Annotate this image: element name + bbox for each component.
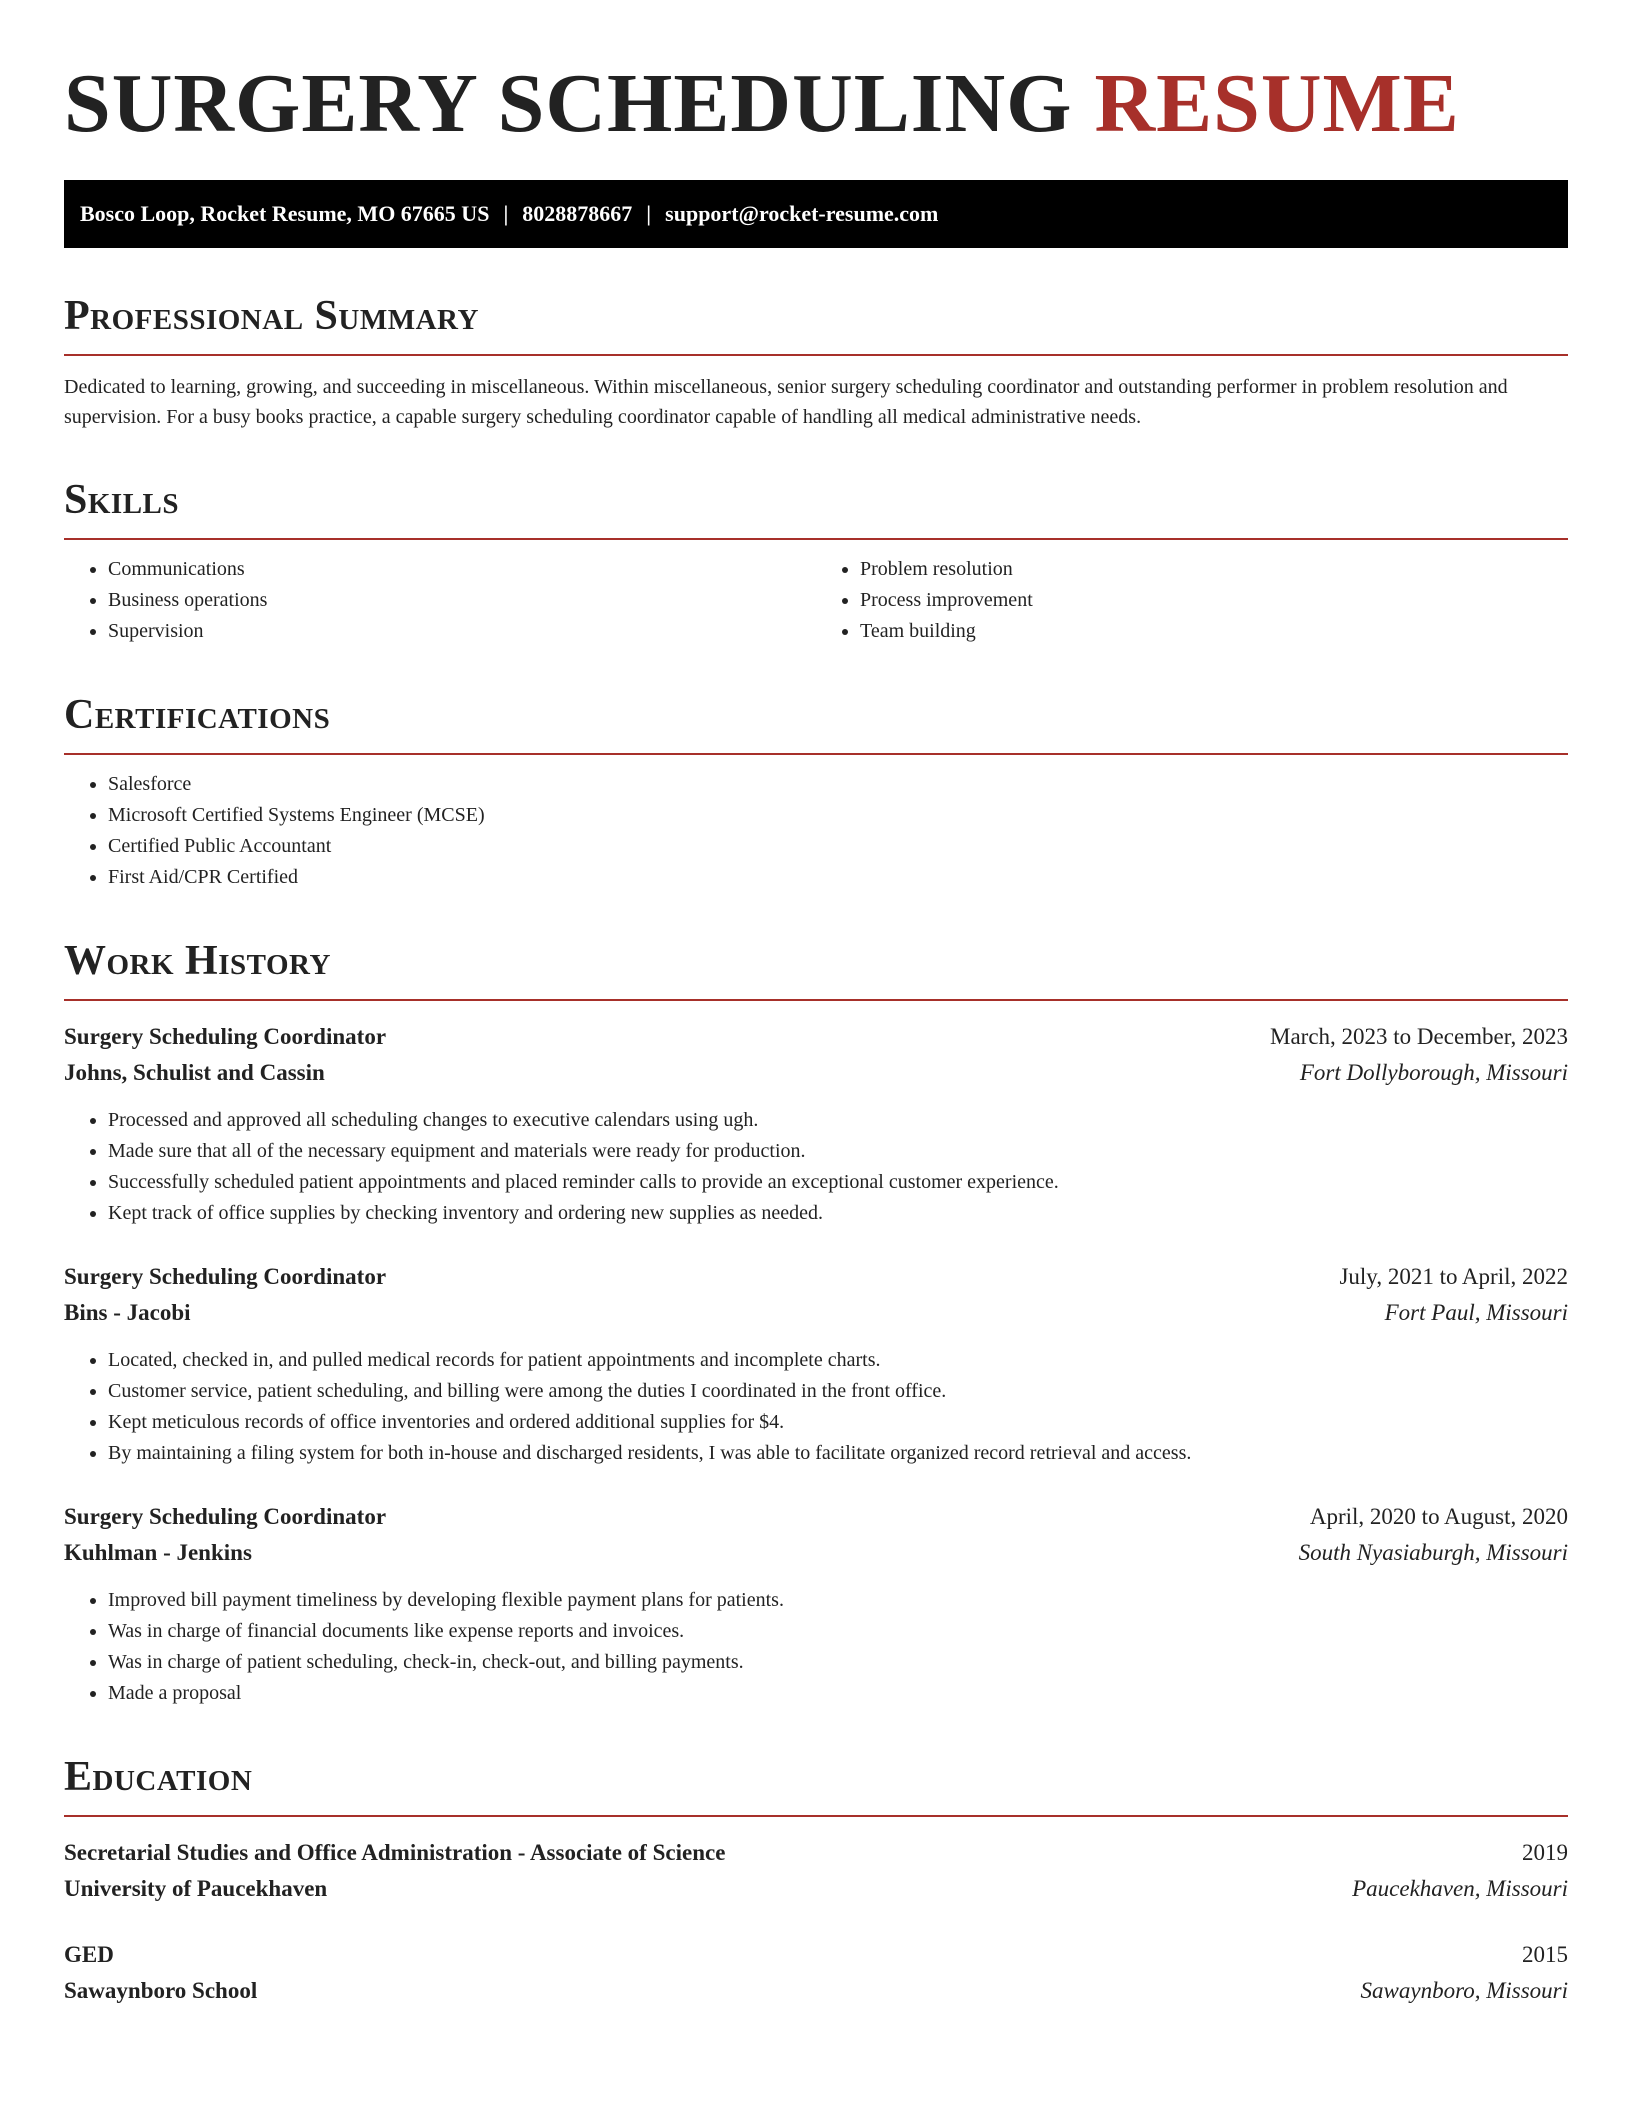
certifications-section xyxy=(64,689,1568,893)
job-duties xyxy=(64,1585,1568,1709)
education-entry xyxy=(64,1937,1568,2009)
job-duty-item: • Kept track of office supplies by checking inventory and ordering new supplies as needed. xyxy=(108,1198,1568,1229)
certifications-list xyxy=(64,769,1568,893)
education-location: Paucekhaven, Missouri xyxy=(1352,1876,1568,1901)
work-history-section xyxy=(64,935,1568,1709)
skills-section xyxy=(64,474,1568,647)
job-duty-item: • Made sure that all of the necessary equipment and materials were ready for production. xyxy=(108,1136,1568,1167)
education-year: 2015 xyxy=(1522,1942,1568,1967)
contact-phone: 8028878667 xyxy=(522,201,633,226)
job-duty-item: • Located, checked in, and pulled medical records for patient appointments and incomplete charts. xyxy=(108,1345,1568,1376)
job-duty-item: • Customer service, patient scheduling, and billing were among the duties I coordinated in the front office. xyxy=(108,1376,1568,1407)
job-entry xyxy=(64,1259,1568,1469)
resume-title xyxy=(64,56,1568,152)
certification-item: • Salesforce xyxy=(108,769,1568,800)
contact-address: Bosco Loop, Rocket Resume, MO 67665 US xyxy=(80,201,490,226)
summary-text: Dedicated to learning, growing, and succeeding in miscellaneous. Within miscellaneous, senior surgery scheduling coordinator and outstanding performer in problem resolution and supervision. For a busy books practice, a capable surgery scheduling coordinator capable of handling all medical administrative needs. xyxy=(64,376,1508,428)
education-section xyxy=(64,1751,1568,2009)
title-main: SURGERY SCHEDULING xyxy=(64,57,1073,150)
title-accent: RESUME xyxy=(1094,57,1460,150)
education-entry xyxy=(64,1835,1568,1907)
education-heading: Education xyxy=(64,1751,1568,1817)
job-location: Fort Dollyborough, Missouri xyxy=(1299,1060,1568,1085)
certification-item: • Microsoft Certified Systems Engineer (MCSE) xyxy=(108,800,1568,831)
contact-bar xyxy=(64,180,1568,248)
education-school: University of Paucekhaven xyxy=(64,1876,328,1901)
education-year: 2019 xyxy=(1522,1840,1568,1865)
job-company: Kuhlman - Jenkins xyxy=(64,1540,252,1565)
contact-email: support@rocket-resume.com xyxy=(665,201,939,226)
education-location: Sawaynboro, Missouri xyxy=(1360,1978,1568,2003)
job-duties xyxy=(64,1105,1568,1229)
job-duty-item: • Improved bill payment timeliness by developing flexible payment plans for patients. xyxy=(108,1585,1568,1616)
skill-item: • Problem resolution xyxy=(860,554,1568,585)
job-company: Johns, Schulist and Cassin xyxy=(64,1060,325,1085)
skill-item: • Team building xyxy=(860,616,1568,647)
skill-item: • Business operations xyxy=(108,585,816,616)
resume-page xyxy=(64,0,1568,2009)
skills-grid xyxy=(64,554,1568,647)
certification-item: • First Aid/CPR Certified xyxy=(108,862,1568,893)
contact-separator: | xyxy=(646,201,652,226)
job-company: Bins - Jacobi xyxy=(64,1300,191,1325)
summary-heading: Professional Summary xyxy=(64,290,1568,356)
job-title: Surgery Scheduling Coordinator xyxy=(64,1024,387,1049)
job-duty-item: • By maintaining a filing system for both in-house and discharged residents, I was able to facilitate organized record retrieval and access. xyxy=(108,1438,1568,1469)
job-duty-item: • Kept meticulous records of office inventories and ordered additional supplies for $4. xyxy=(108,1407,1568,1438)
job-duties xyxy=(64,1345,1568,1469)
job-duty-item: • Processed and approved all scheduling changes to executive calendars using ugh. xyxy=(108,1105,1568,1136)
job-duty-item: • Successfully scheduled patient appointments and placed reminder calls to provide an exceptional customer experience. xyxy=(108,1167,1568,1198)
skills-heading: Skills xyxy=(64,474,1568,540)
job-duty-item: • Was in charge of patient scheduling, check-in, check-out, and billing payments. xyxy=(108,1647,1568,1678)
job-title: Surgery Scheduling Coordinator xyxy=(64,1504,387,1529)
skills-list-left xyxy=(64,554,816,647)
summary-section xyxy=(64,290,1568,432)
education-degree: GED xyxy=(64,1942,114,1967)
education-school: Sawaynboro School xyxy=(64,1978,258,2003)
job-location: South Nyasiaburgh, Missouri xyxy=(1298,1540,1568,1565)
job-title: Surgery Scheduling Coordinator xyxy=(64,1264,387,1289)
job-entry xyxy=(64,1499,1568,1709)
contact-separator: | xyxy=(503,201,509,226)
job-dates: July, 2021 to April, 2022 xyxy=(1339,1264,1568,1289)
skill-item: • Supervision xyxy=(108,616,816,647)
job-entry xyxy=(64,1019,1568,1229)
certification-item: • Certified Public Accountant xyxy=(108,831,1568,862)
job-duty-item: • Made a proposal xyxy=(108,1678,1568,1709)
work-history-heading: Work History xyxy=(64,935,1568,1001)
certifications-heading: Certifications xyxy=(64,689,1568,755)
skill-item: • Process improvement xyxy=(860,585,1568,616)
skills-list-right xyxy=(816,554,1568,647)
job-location: Fort Paul, Missouri xyxy=(1384,1300,1568,1325)
job-duty-item: • Was in charge of financial documents like expense reports and invoices. xyxy=(108,1616,1568,1647)
job-dates: March, 2023 to December, 2023 xyxy=(1270,1024,1568,1049)
job-dates: April, 2020 to August, 2020 xyxy=(1309,1504,1568,1529)
education-degree: Secretarial Studies and Office Administration - Associate of Science xyxy=(64,1840,726,1865)
skill-item: • Communications xyxy=(108,554,816,585)
